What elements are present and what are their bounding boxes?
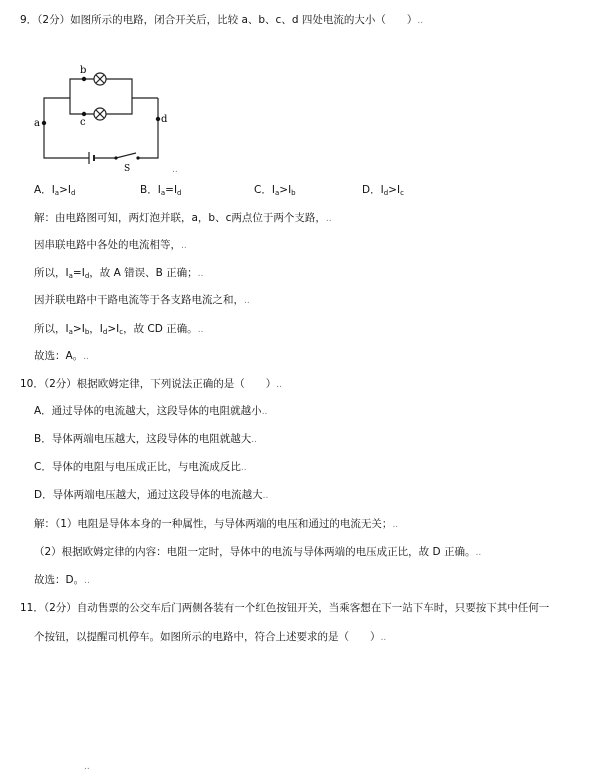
q9-solution-line-5: 所以，$I_a>I_b$，$I_d>I_c$，故 CD 正确。.. <box>34 323 204 336</box>
node-a-label: a <box>34 118 40 129</box>
q10-option-a: A．通过导体的电流越大，这段导体的电阻就越小.. <box>34 405 268 417</box>
q9-options <box>34 183 404 200</box>
q10-option-c: C．导体的电阻与电压成正比，与电流成反比.. <box>34 461 247 473</box>
q9-answer: 故选：A。.. <box>34 350 89 362</box>
q10-solution-line-2: （2）根据欧姆定律的内容：电阻一定时，导体中的电流与导体两端的电压成正比，故 D 正确。.. <box>34 546 482 558</box>
q9-solution-line-3: 所以，$I_a=I_d$，故 A 错误、B 正确；.. <box>34 267 204 280</box>
q9-title: 9．（2分）如图所示的电路，闭合开关后，比较 a、b、c、d 四处电流的大小（ ）.. <box>20 14 424 26</box>
node-d-label: d <box>161 114 168 125</box>
q9-solution-line-1: 解：由电路图可知，两灯泡并联，a，b、c两点位于两个支路，.. <box>34 212 332 224</box>
q11-line-2: 个按钮，以提醒司机停车。如图所示的电路中，符合上述要求的是（ ）.. <box>34 631 387 643</box>
diagram-return-mark: .. <box>172 165 178 175</box>
node-b-label: b <box>80 65 87 76</box>
q10-option-d: D．导体两端电压越大，通过这段导体的电流越大.. <box>34 489 269 501</box>
page-end-mark: .. <box>84 762 90 772</box>
q10-solution-line-1: 解：（1）电阻是导体本身的一种属性，与导体两端的电压和通过的电流无关；.. <box>34 518 399 530</box>
switch-label: S <box>124 164 131 174</box>
q11-line-1: 11．（2分）自动售票的公交车后门两侧各装有一个红色按钮开关，当乘客想在下一站下车时，只要按下其中任何一 <box>20 602 550 614</box>
q10-title: 10．（2分）根据欧姆定律，下列说法正确的是（ ）.. <box>20 378 283 390</box>
circuit-diagram <box>30 62 180 182</box>
q10-option-b: B．导体两端电压越大，这段导体的电阻就越大.. <box>34 433 257 445</box>
q9-option-c: C．$I_a>I_b$ <box>254 184 296 197</box>
q10-answer: 故选：D。.. <box>34 574 90 586</box>
node-c-label: c <box>80 117 86 128</box>
q9-solution-line-4: 因并联电路中干路电流等于各支路电流之和，.. <box>34 294 250 306</box>
q9-option-b: B．$I_a=I_d$ <box>140 184 182 197</box>
q9-option-a: A．$I_a>I_d$ <box>34 184 76 197</box>
q9-option-d: D．$I_d>I_c$ <box>362 184 404 197</box>
q9-solution-line-2: 因串联电路中各处的电流相等，.. <box>34 239 187 251</box>
